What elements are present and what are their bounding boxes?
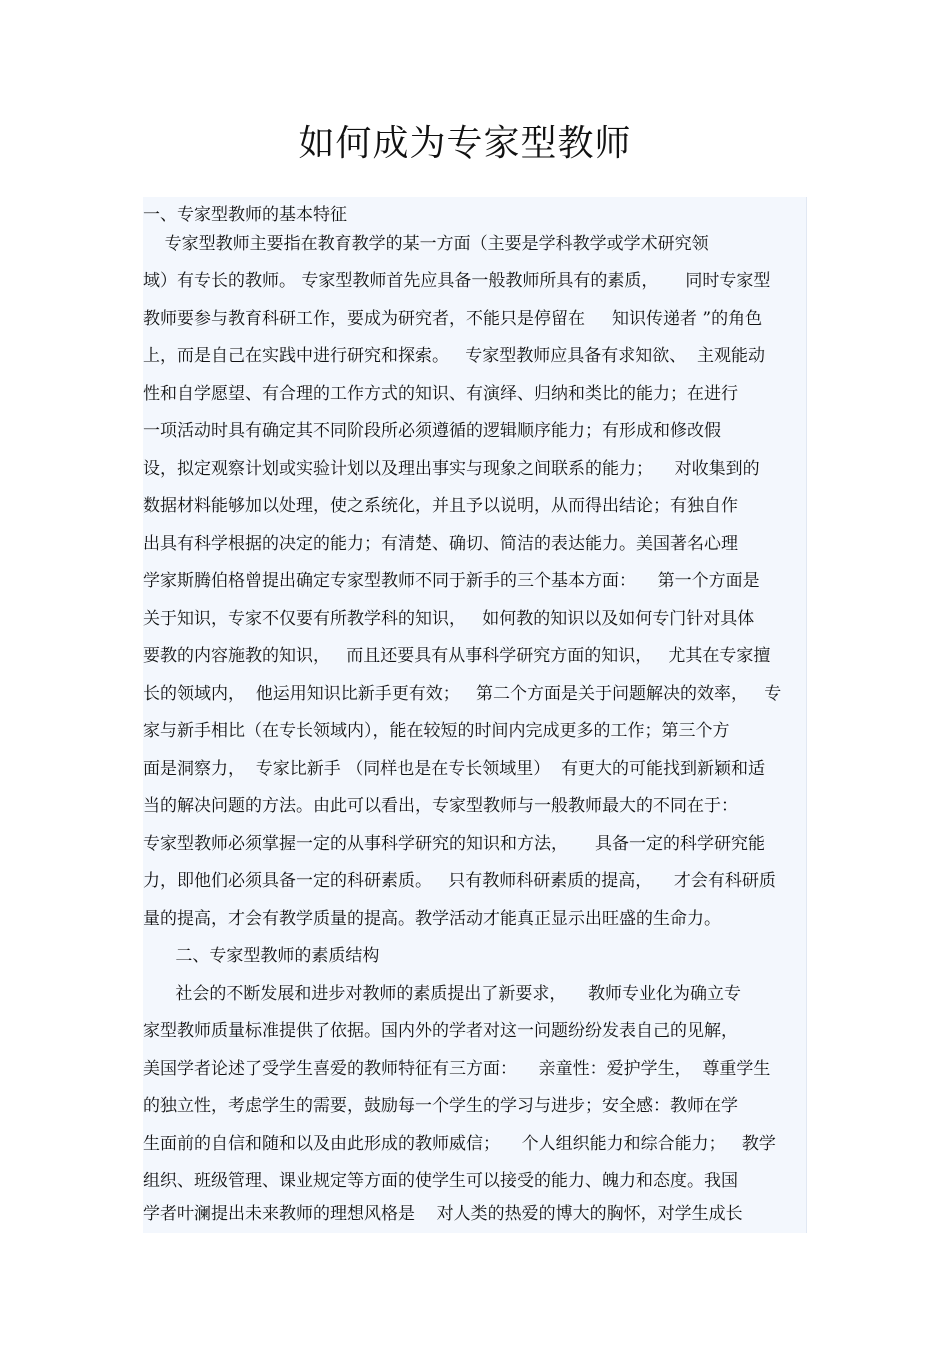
document-title: 如何成为专家型教师: [298, 123, 632, 164]
text-line: 量的提高，才会有教学质量的提高。教学活动才能真正显示出旺盛的生命力。: [143, 909, 721, 929]
text-line: 力，即他们必须具备一定的科研素质。 只有教师科研素质的提高， 才会有科研质: [143, 871, 776, 891]
text-line: 设，拟定观察计划或实验计划以及理出事实与现象之间联系的能力； 对收集到的: [143, 459, 760, 479]
text-line: 教师要参与教育科研工作，要成为研究者，不能只是停留在 知识传递者 ”的角色: [143, 309, 763, 329]
text-line: 一、专家型教师的基本特征: [143, 205, 347, 225]
text-line: 家型教师质量标准提供了依据。国内外的学者对这一问题纷纷发表自己的见解，: [143, 1021, 738, 1041]
text-line: 长的领域内， 他运用知识比新手更有效； 第二个方面是关于问题解决的效率， 专: [143, 684, 782, 704]
text-line: 关于知识，专家不仅要有所教学科的知识， 如何教的知识以及如何专门针对具体: [143, 609, 755, 629]
text-line: 生面前的自信和随和以及由此形成的教师威信； 个人组织能力和综合能力； 教学: [143, 1134, 776, 1154]
text-line: 美国学者论述了受学生喜爱的教师特征有三方面： 亲童性：爱护学生， 尊重学生: [143, 1059, 771, 1079]
text-line: 面是洞察力， 专家比新手 （同样也是在专长领域里） 有更大的可能找到新颖和适: [143, 759, 766, 779]
text-line: 一项活动时具有确定其不同阶段所必须遵循的逻辑顺序能力；有形成和修改假: [143, 421, 721, 441]
text-line: 出具有科学根据的决定的能力；有清楚、确切、简洁的表达能力。美国著名心理: [143, 534, 738, 554]
text-line: 数据材料能够加以处理，使之系统化，并且予以说明，从而得出结论；有独自作: [143, 496, 738, 516]
section-heading: 二、专家型教师的素质结构: [143, 946, 380, 966]
text-line: 要教的内容施教的知识， 而且还要具有从事科学研究方面的知识， 尤其在专家擅: [143, 646, 771, 666]
text-line: 学者叶澜提出未来教师的理想风格是 对人类的热爱的博大的胸怀，对学生成长: [143, 1204, 743, 1224]
text-line: 学家斯腾伯格曾提出确定专家型教师不同于新手的三个基本方面： 第一个方面是: [143, 571, 760, 591]
text-line: 专家型教师主要指在教育教学的某一方面（主要是学科教学或学术研究领: [143, 234, 709, 254]
document-body: [143, 197, 807, 1233]
text-line: 性和自学愿望、有合理的工作方式的知识、有演绎、归纳和类比的能力；在进行: [143, 384, 738, 404]
text-line: 的独立性，考虑学生的需要，鼓励每一个学生的学习与进步；安全感：教师在学: [143, 1096, 738, 1116]
text-line: 域）有专长的教师。 专家型教师首先应具备一般教师所具有的素质， 同时专家型: [143, 271, 771, 291]
text-line: 组织、班级管理、课业规定等方面的使学生可以接受的能力、魄力和态度。我国: [143, 1171, 738, 1191]
text-line: 专家型教师必须掌握一定的从事科学研究的知识和方法， 具备一定的科学研究能: [143, 834, 766, 854]
text-line: 社会的不断发展和进步对教师的素质提出了新要求， 教师专业化为确立专: [143, 984, 742, 1004]
text-line: 家与新手相比（在专长领域内），能在较短的时间内完成更多的工作；第三个方: [143, 721, 730, 741]
text-line: 当的解决问题的方法。由此可以看出，专家型教师与一般教师最大的不同在于：: [143, 796, 738, 816]
text-line: 上，而是自己在实践中进行研究和探索。 专家型教师应具备有求知欲、 主观能动: [143, 346, 766, 366]
